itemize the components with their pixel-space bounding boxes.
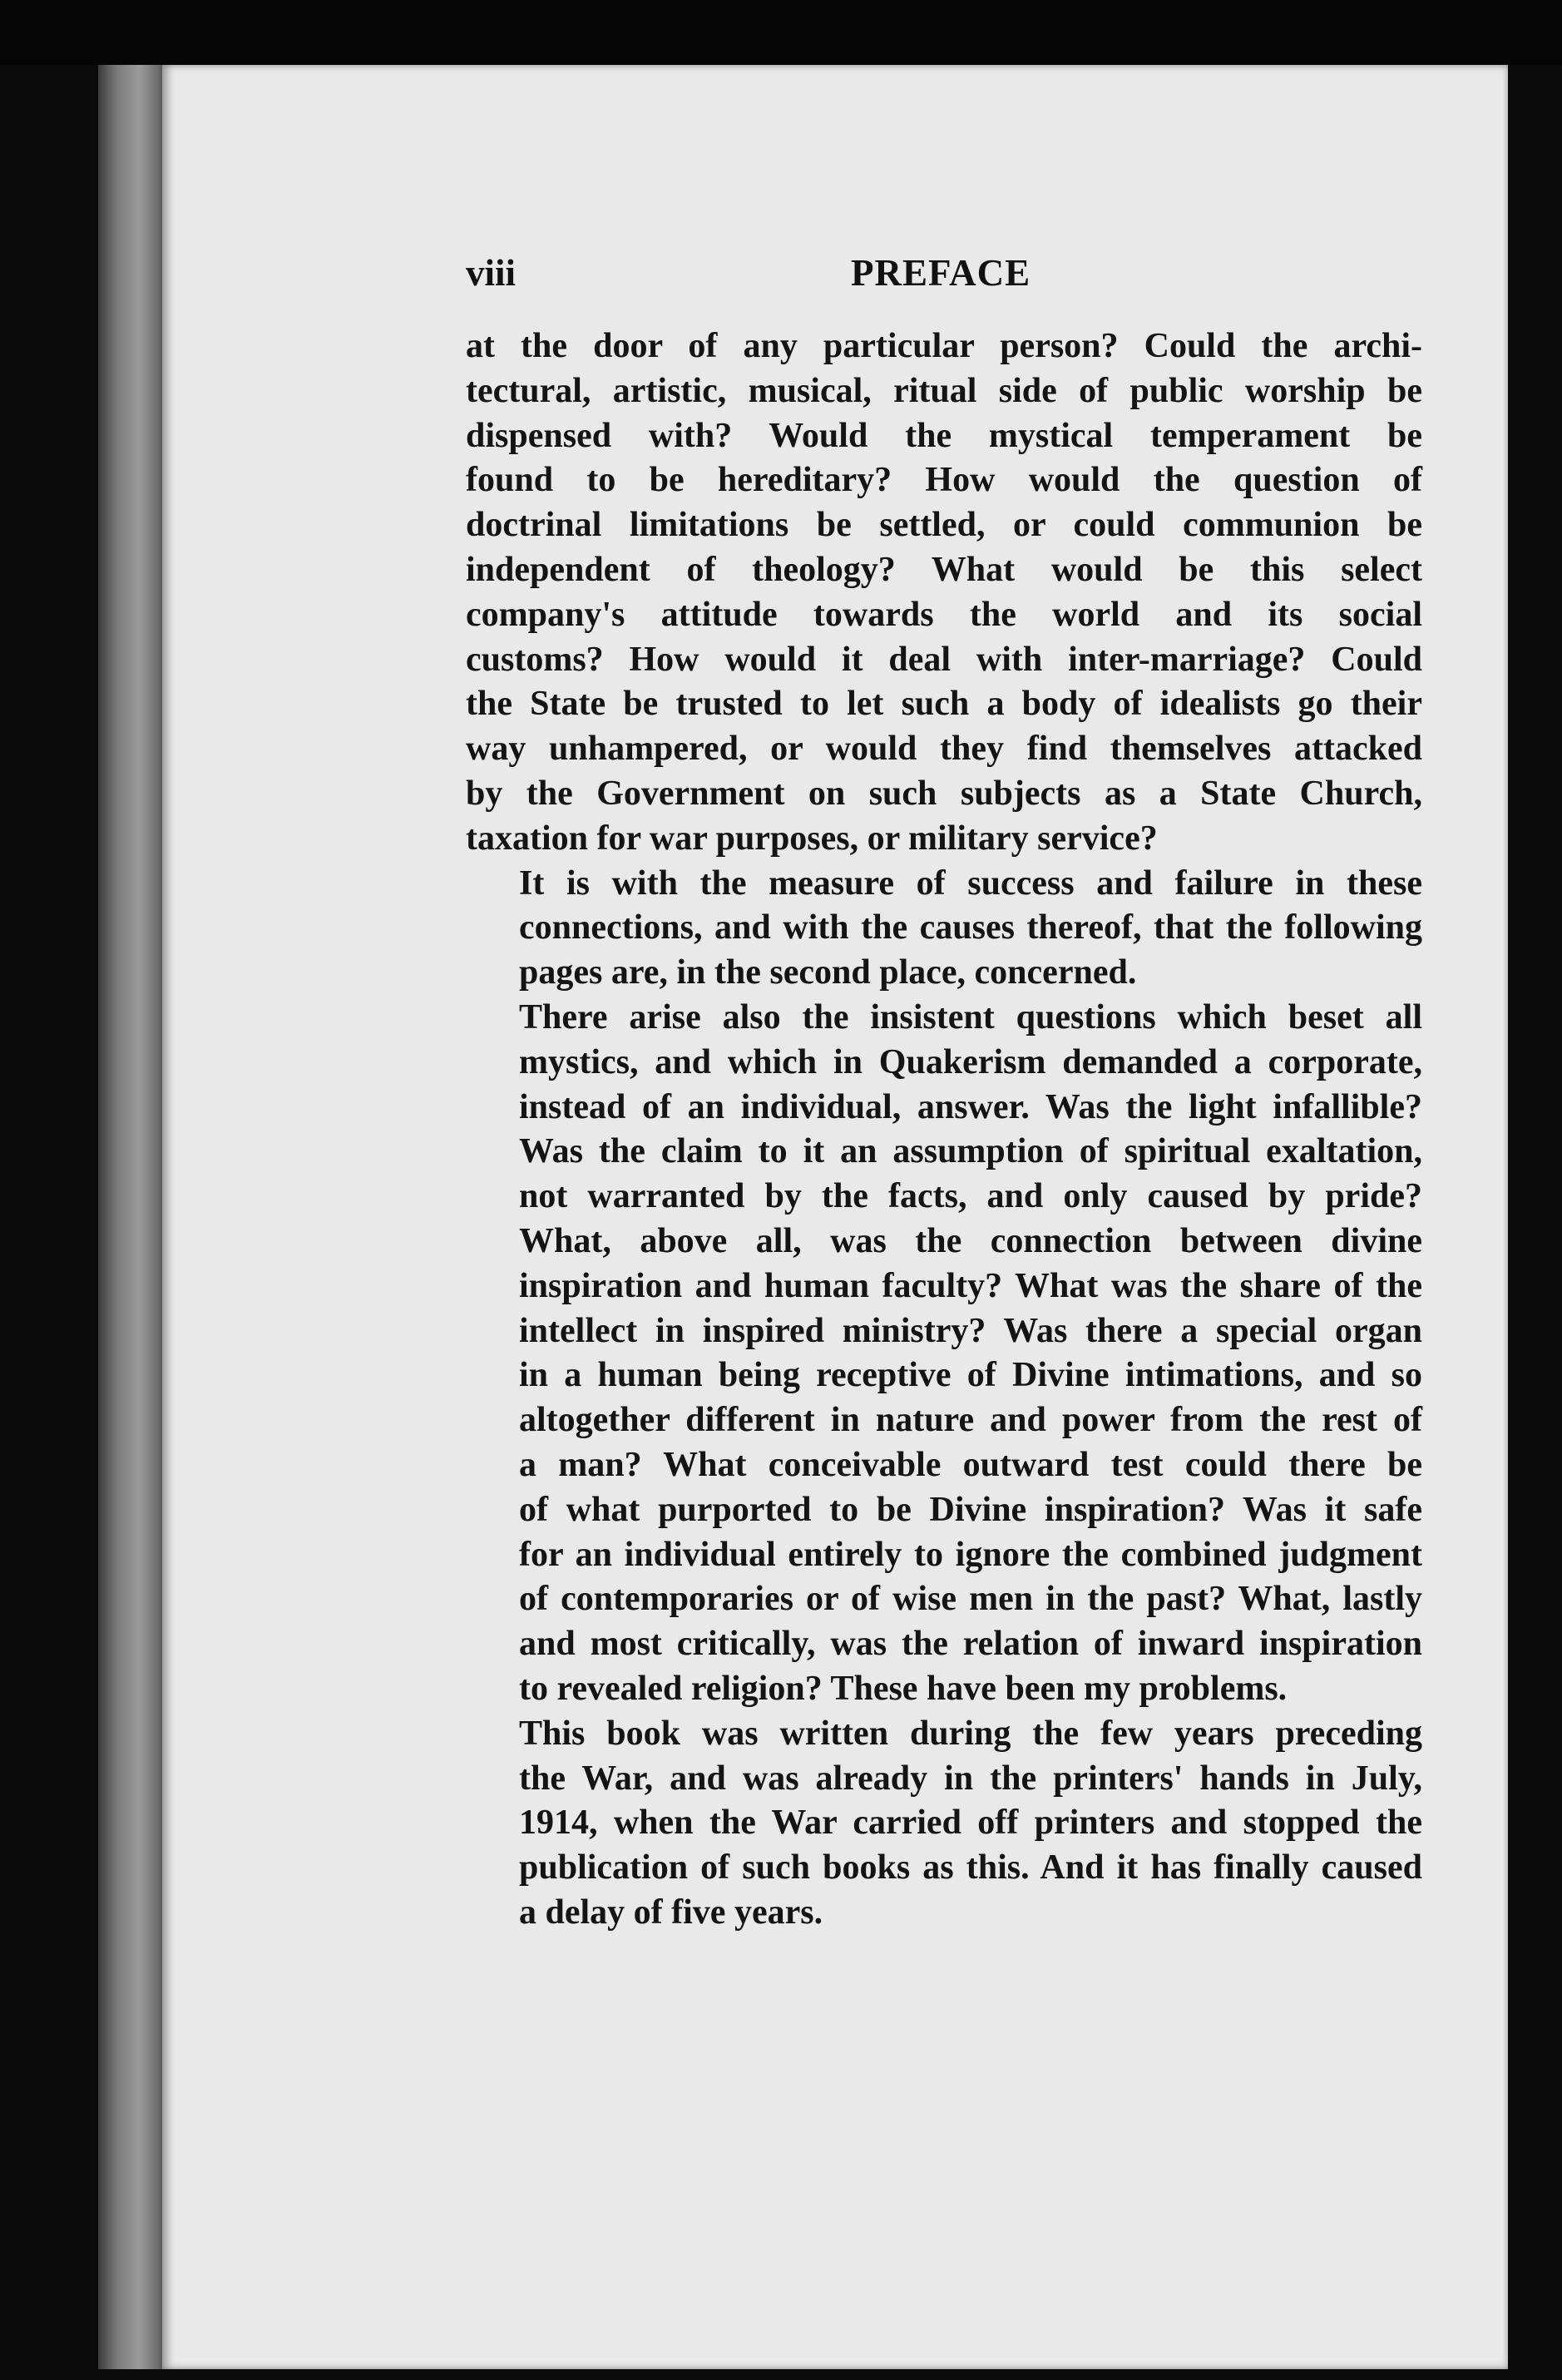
text-line: publication of such books as this. And it has finally caused: [519, 1848, 1422, 1888]
text-line: customs? How would it deal with inter-marriage? Could: [466, 640, 1422, 679]
text-line: Was the claim to it an assumption of spiritual exaltation,: [519, 1132, 1422, 1171]
scan-top-border: [0, 0, 1562, 65]
text-line: instead of an individual, answer. Was the light infallible?: [519, 1087, 1422, 1126]
paragraph: [466, 1712, 1422, 1936]
text-line: independent of theology? What would be this select: [466, 550, 1422, 589]
text-line: in a human being receptive of Divine intimations, and so: [519, 1356, 1422, 1395]
paragraph: [466, 324, 1422, 862]
running-head: [466, 251, 1418, 301]
text-line: a delay of five years.: [519, 1893, 823, 1932]
text-line: at the door of any particular person? Could the archi-: [466, 327, 1422, 365]
text-line: the War, and was already in the printers' hands in July,: [519, 1759, 1422, 1798]
text-line: What, above all, was the connection between divine: [519, 1221, 1422, 1260]
text-line: a man? What conceivable outward test could there be: [519, 1445, 1422, 1484]
text-line: connections, and with the causes thereof, that the following: [519, 908, 1422, 948]
text-line: to revealed religion? These have been my problems.: [519, 1669, 1288, 1708]
text-line: taxation for war purposes, or military service?: [466, 819, 1158, 858]
page-title: PREFACE: [851, 252, 1031, 294]
text-line: the State be trusted to let such a body of idealists go their: [466, 685, 1422, 724]
text-line: pages are, in the second place, concerned.: [519, 953, 1137, 992]
text-line: dispensed with? Would the mystical temperament be: [466, 416, 1422, 455]
text-line: intellect in inspired ministry? Was there a special organ: [519, 1311, 1422, 1350]
text-line: This book was written during the few years preceding: [519, 1714, 1422, 1753]
text-line: tectural, artistic, musical, ritual side of public worship be: [466, 371, 1422, 410]
text-line: of what purported to be Divine inspiration? Was it safe: [519, 1490, 1422, 1529]
text-line: mystics, and which in Quakerism demanded a corporate,: [519, 1042, 1422, 1081]
text-line: way unhampered, or would they find themselves attacked: [466, 730, 1422, 769]
paragraph: [466, 862, 1422, 996]
text-line: inspiration and human faculty? What was the share of the: [519, 1266, 1422, 1305]
text-line: found to be hereditary? How would the question of: [466, 461, 1422, 500]
text-line: for an individual entirely to ignore the combined judgment: [519, 1535, 1422, 1574]
paragraph: [466, 996, 1422, 1712]
body-text: [466, 324, 1422, 1936]
text-line: and most critically, was the relation of inward inspiration: [519, 1625, 1422, 1664]
text-line: It is with the measure of success and failure in these: [519, 863, 1422, 903]
page-number: viii: [466, 252, 517, 294]
text-line: of contemporaries or of wise men in the past? What, lastly: [519, 1580, 1422, 1619]
text-line: by the Government on such subjects as a State Church,: [466, 774, 1422, 813]
text-line: doctrinal limitations be settled, or could communion be: [466, 506, 1422, 545]
text-line: not warranted by the facts, and only caused by pride?: [519, 1177, 1422, 1216]
text-line: There arise also the insistent questions which beset all: [519, 997, 1422, 1037]
text-line: 1914, when the War carried off printers and stopped the: [519, 1804, 1422, 1843]
text-line: company's attitude towards the world and its social: [466, 595, 1422, 634]
text-line: altogether different in nature and power from the rest of: [519, 1401, 1422, 1440]
